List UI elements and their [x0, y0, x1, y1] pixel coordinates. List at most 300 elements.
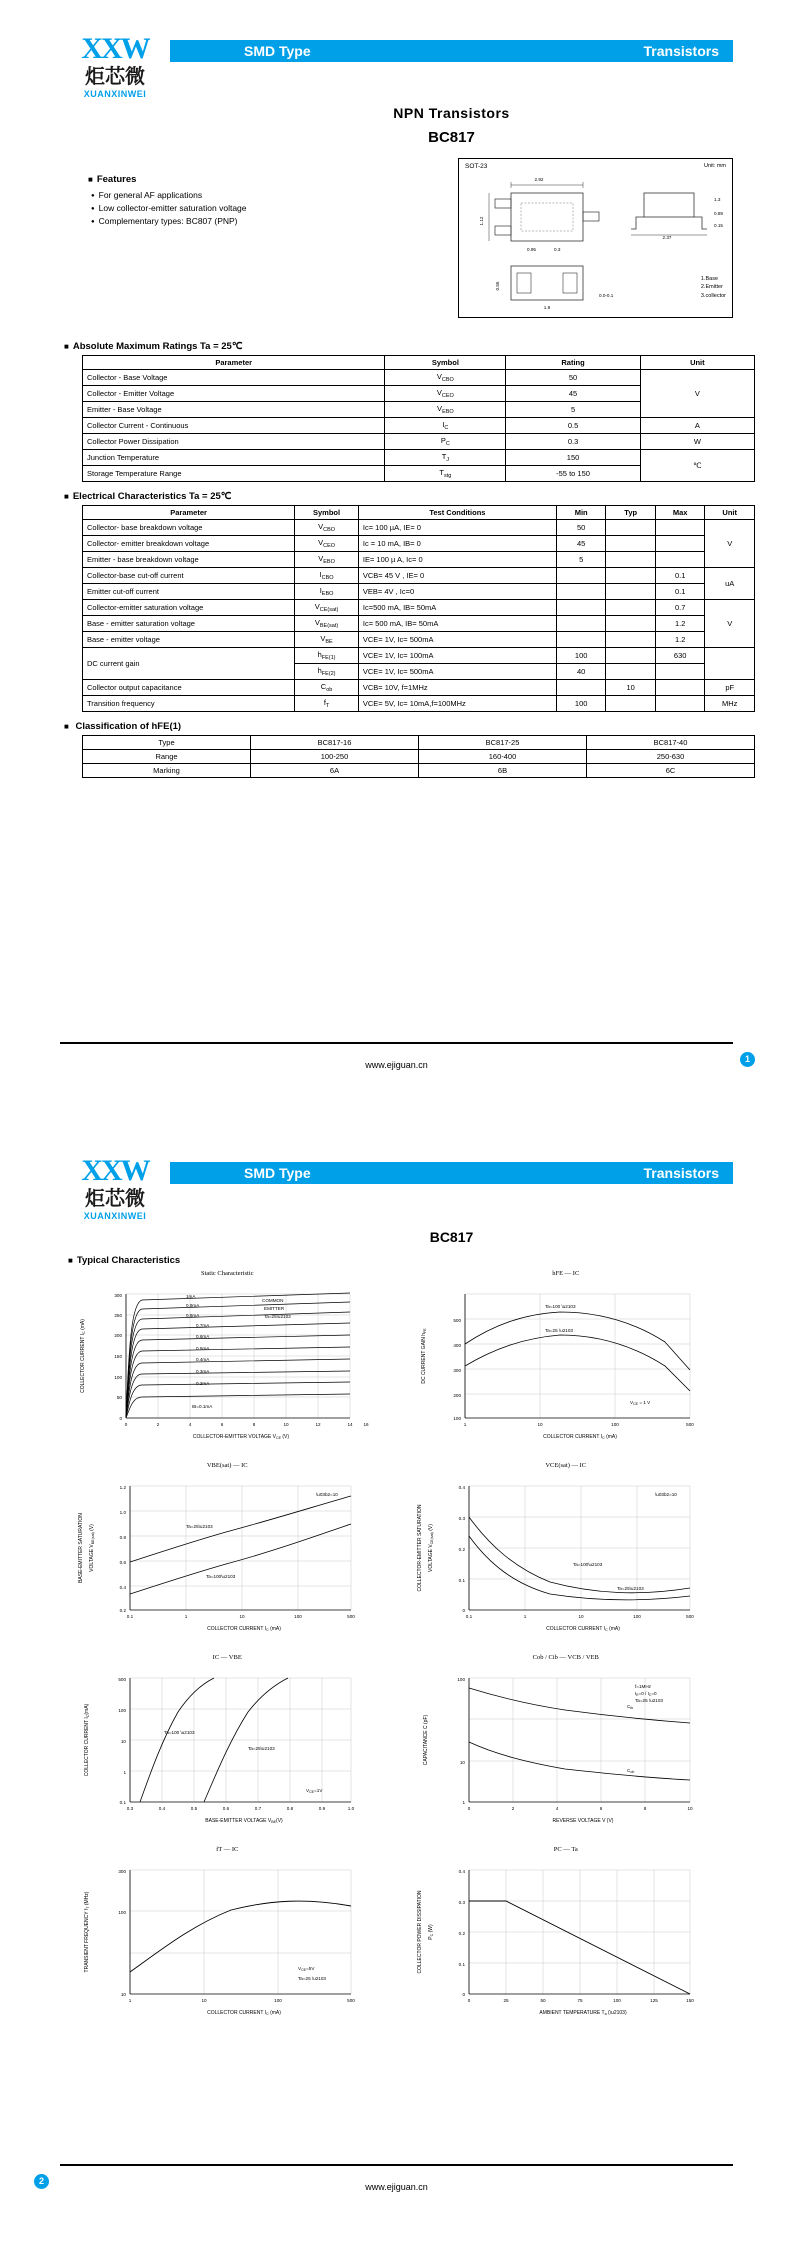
svg-text:300: 300	[452, 1368, 461, 1373]
cell-min	[556, 680, 606, 696]
cell-symbol: $V_{CEO}$	[385, 386, 506, 402]
cell-symbol: $V_{CBO}$	[385, 370, 506, 386]
svg-text:10: 10	[120, 1992, 126, 1997]
cell-symbol: $C_{ob}$	[295, 680, 359, 696]
svg-text:2.37: 2.37	[662, 235, 672, 240]
cell-unit: uA	[705, 568, 755, 600]
pin-item: 1.Base	[700, 275, 719, 282]
svg-text:1mA: 1mA	[186, 1294, 196, 1299]
classification-heading-text: Classification of hFE(1)	[75, 721, 182, 732]
cell-range: 100-250	[251, 750, 419, 764]
chart-title: Static Characteristic	[200, 1270, 254, 1277]
svg-text:4: 4	[188, 1422, 192, 1427]
svg-text:Ta=25 \u2103: Ta=25 \u2103	[544, 1328, 573, 1333]
cell-conditions: Ic= 100 µA, IE= 0	[358, 520, 556, 536]
svg-text:0.2mA: 0.2mA	[196, 1381, 210, 1386]
table-row	[83, 584, 755, 600]
pin-assignment-list	[701, 275, 726, 301]
cell-range: 160-400	[419, 750, 587, 764]
svg-text:1: 1	[463, 1422, 466, 1427]
svg-text:0: 0	[467, 1806, 470, 1811]
chart-pc-ta	[405, 1846, 728, 2026]
table-row	[83, 536, 755, 552]
svg-text:100: 100	[274, 1998, 282, 2003]
cell-typ	[606, 632, 656, 648]
abs-max-table	[82, 355, 755, 482]
svg-text:1.0: 1.0	[347, 1806, 355, 1811]
chart-ylabel: COLLECTOR CURRENT $I_C(mA)$	[84, 1703, 90, 1777]
cell-typ	[606, 552, 656, 568]
features-block	[88, 174, 338, 229]
svg-text:200: 200	[114, 1333, 122, 1338]
col-max: Max	[655, 506, 705, 520]
cell-parameter: Junction Temperature	[83, 450, 385, 466]
svg-text:Ta=100 \u2103: Ta=100 \u2103	[544, 1304, 576, 1309]
svg-text:100: 100	[612, 1998, 621, 2003]
cell-unit: pF	[705, 680, 755, 696]
svg-text:0.0-0.1: 0.0-0.1	[599, 293, 614, 298]
chart-xlabel: AMBIENT TEMPERATURE $T_a$ (\u2103)	[538, 2010, 627, 2016]
svg-text:75: 75	[576, 1998, 583, 2003]
cell-typ: 10	[606, 680, 656, 696]
cell-parameter: Collector - Emitter Voltage	[83, 386, 385, 402]
table-header-row	[83, 506, 755, 520]
cell-unit: V	[705, 600, 755, 648]
svg-text:0.1: 0.1	[465, 1614, 472, 1619]
abs-max-heading: ■ Absolute Maximum Ratings Ta = 25℃	[64, 341, 733, 352]
svg-text:0.9mA: 0.9mA	[186, 1303, 200, 1308]
svg-text:0.6: 0.6	[222, 1806, 230, 1811]
cell-type: BC817-40	[587, 736, 755, 750]
package-outline-drawing	[458, 158, 733, 318]
cell-conditions: IE= 100 µ A, Ic= 0	[358, 552, 556, 568]
svg-text:1: 1	[523, 1614, 526, 1619]
company-logo	[60, 34, 170, 99]
cell-unit: W	[640, 434, 754, 450]
svg-text:0.4: 0.4	[458, 1869, 465, 1874]
cell-parameter: Emitter - Base Voltage	[83, 402, 385, 418]
svg-text:300: 300	[114, 1293, 122, 1298]
svg-text:10: 10	[459, 1760, 465, 1765]
package-name: SOT-23	[465, 163, 488, 170]
chart-svg	[66, 1854, 382, 2026]
svg-text:0: 0	[119, 1416, 122, 1421]
cell-min: 45	[556, 536, 606, 552]
cell-parameter: Collector Current - Continuous	[83, 418, 385, 434]
svg-text:0.55: 0.55	[495, 281, 500, 291]
svg-text:400: 400	[452, 1343, 461, 1348]
footer-url[interactable]: www.ejiguan.cn	[365, 2182, 428, 2192]
svg-text:6: 6	[599, 1806, 602, 1811]
chart-xlabel: COLLECTOR CURRENT $I_C$ (mA)	[545, 1626, 620, 1632]
col-unit: Unit	[640, 356, 754, 370]
svg-text:0.1: 0.1	[458, 1962, 465, 1967]
logo-chinese-name: 炬芯微	[85, 1188, 145, 1210]
cell-symbol: $V_{BE}$	[295, 632, 359, 648]
svg-text:0.3: 0.3	[458, 1900, 465, 1905]
cell-symbol: $h_{FE(2)}$	[295, 664, 359, 680]
cell-typ	[606, 600, 656, 616]
cell-conditions: VCE= 5V, Ic= 10mA,f=100MHz	[358, 696, 556, 712]
chart-vcesat-ic	[405, 1462, 728, 1642]
cell-max	[655, 680, 705, 696]
charts-heading: ■ Typical Characteristics	[68, 1255, 733, 1266]
table-row	[83, 552, 755, 568]
cell-symbol: $I_{CBO}$	[295, 568, 359, 584]
footer-divider	[60, 1042, 733, 1044]
classification-table	[82, 735, 755, 778]
page-header	[60, 1122, 733, 1221]
table-row	[83, 696, 755, 712]
cell-min: 5	[556, 552, 606, 568]
chart-ylabel: TRANSIENT FREQUENCY $f_T$ (MHz)	[84, 1891, 90, 1973]
table-row	[83, 450, 755, 466]
chart-ylabel: COLLECTOR CURRENT $I_C$ (mA)	[80, 1319, 86, 1393]
cell-typ	[606, 520, 656, 536]
cell-symbol: $V_{BE(sat)}$	[295, 616, 359, 632]
cell-range-label: Range	[83, 750, 251, 764]
cell-rating: 45	[506, 386, 640, 402]
svg-text:14: 14	[347, 1422, 353, 1427]
svg-text:0.3: 0.3	[458, 1516, 465, 1521]
title-block	[170, 105, 733, 146]
svg-text:0.1: 0.1	[126, 1614, 134, 1619]
col-test-conditions: Test Conditions	[358, 506, 556, 520]
svg-text:100: 100	[294, 1614, 302, 1619]
col-rating: Rating	[506, 356, 640, 370]
svg-text:300: 300	[118, 1869, 126, 1874]
cell-conditions: VCB= 10V, f=1MHz	[358, 680, 556, 696]
cell-conditions: VCE= 1V, Ic= 500mA	[358, 632, 556, 648]
cell-conditions: VCE= 1V, Ic= 500mA	[358, 664, 556, 680]
classification-heading	[64, 721, 733, 732]
pin-item: 3.collector	[700, 293, 726, 300]
cell-max: 1.2	[655, 632, 705, 648]
svg-text:6: 6	[220, 1422, 224, 1427]
table-row	[83, 370, 755, 386]
col-symbol: Symbol	[385, 356, 506, 370]
cell-symbol: $P_C$	[385, 434, 506, 450]
col-typ: Typ	[606, 506, 656, 520]
svg-text:0.1: 0.1	[458, 1578, 465, 1583]
svg-text:100: 100	[114, 1375, 122, 1380]
svg-text:Ta=100\u2103: Ta=100\u2103	[206, 1574, 236, 1579]
svg-text:0.2: 0.2	[458, 1931, 465, 1936]
cell-typ	[606, 648, 656, 664]
svg-text:0: 0	[461, 1992, 465, 1997]
svg-text:10: 10	[283, 1422, 289, 1427]
chart-svg	[405, 1854, 721, 2026]
svg-text:VOLTAGE VBE(sat) (V): VOLTAGE $V_{BE(sat)}$ (V)	[89, 1524, 95, 1572]
svg-text:Cib: $C_{ib}$	[626, 1704, 633, 1710]
cell-min	[556, 600, 606, 616]
feature-item: ● Complementary types: BC807 (PNP)	[91, 216, 338, 226]
svg-text:100: 100	[610, 1422, 619, 1427]
page-header	[60, 0, 733, 99]
cell-marking: 6C	[587, 764, 755, 778]
cell-symbol: $T_{stg}$	[385, 466, 506, 482]
chart-title: VCE(sat) — IC	[545, 1462, 587, 1469]
footer-url[interactable]: www.ejiguan.cn	[365, 1060, 428, 1070]
table-row	[83, 568, 755, 584]
cell-type-label: Type	[83, 736, 251, 750]
cell-parameter: Base - emitter saturation voltage	[83, 616, 295, 632]
svg-text:0: 0	[467, 1998, 470, 2003]
cell-parameter: DC current gain	[83, 648, 295, 680]
cell-max	[655, 520, 705, 536]
cell-rating: 0.3	[506, 434, 640, 450]
svg-text:0.95: 0.95	[527, 247, 536, 252]
cell-conditions: VCE= 1V, Ic= 100mA	[358, 648, 556, 664]
cell-symbol: $V_{EBO}$	[385, 402, 506, 418]
cell-rating: 5	[506, 402, 640, 418]
cell-conditions: Ic= 500 mA, IB= 50mA	[358, 616, 556, 632]
cell-symbol: $h_{FE(1)}$	[295, 648, 359, 664]
charts-grid	[60, 1270, 733, 2026]
svg-text:500: 500	[685, 1614, 694, 1619]
logo-pinyin-name: XUANXINWEI	[83, 89, 147, 99]
table-row	[83, 434, 755, 450]
cell-range: 250-630	[587, 750, 755, 764]
svg-text:150: 150	[114, 1354, 122, 1359]
svg-text:10: 10	[577, 1614, 584, 1619]
svg-text:10: 10	[536, 1422, 543, 1427]
svg-text:Ta=25\u2103: Ta=25\u2103	[616, 1586, 644, 1591]
document-title: NPN Transistors	[393, 105, 510, 121]
cell-symbol: $T_J$	[385, 450, 506, 466]
cell-typ	[606, 584, 656, 600]
chart-vbesat-ic	[66, 1462, 389, 1642]
header-banner	[170, 1162, 733, 1184]
svg-text:10: 10	[201, 1998, 207, 2003]
cell-max	[655, 696, 705, 712]
svg-text:0.6mA: 0.6mA	[196, 1334, 210, 1339]
svg-text:0.6: 0.6	[119, 1560, 126, 1565]
svg-text:200: 200	[452, 1393, 461, 1398]
svg-text:2: 2	[511, 1806, 514, 1811]
cell-type: BC817-16	[251, 736, 419, 750]
svg-text:10: 10	[686, 1806, 693, 1811]
cell-min: 50	[556, 520, 606, 536]
cell-max: 1.2	[655, 616, 705, 632]
cell-max: 0.1	[655, 568, 705, 584]
svg-text:100: 100	[452, 1416, 461, 1421]
svg-text:0.89: 0.89	[714, 211, 723, 216]
cell-max: 0.1	[655, 584, 705, 600]
cell-min: 40	[556, 664, 606, 680]
chart-ylabel: BASE-EMITTER SATURATION	[78, 1513, 84, 1583]
svg-text:500: 500	[118, 1677, 126, 1682]
cell-marking-label: Marking	[83, 764, 251, 778]
svg-text:100: 100	[118, 1708, 126, 1713]
chart-ylabel: DC CURRENT GAIN $h_{FE}$	[420, 1328, 427, 1384]
svg-text:4: 4	[555, 1806, 558, 1811]
chart-ylabel: COLLECTOR POWER DISSIPATION	[416, 1890, 423, 1974]
svg-text:2.92: 2.92	[534, 177, 544, 182]
table-row	[83, 418, 755, 434]
svg-text:Ta=25\u2103: Ta=25\u2103	[186, 1524, 213, 1529]
svg-text:1.0: 1.0	[119, 1510, 126, 1515]
page-number: 1	[740, 1052, 755, 1067]
svg-text:1: 1	[184, 1614, 188, 1619]
svg-text:0.3mA: 0.3mA	[196, 1369, 210, 1374]
cell-unit: MHz	[705, 696, 755, 712]
chart-xlabel: REVERSE VOLTAGE V (V)	[552, 1818, 613, 1824]
chart-svg	[66, 1470, 382, 1642]
features-heading: ■ Features	[88, 174, 338, 185]
package-svg	[459, 171, 734, 321]
chart-xlabel: BASE-EMITTER VOLTAGE $V_{BE}(V)$	[205, 1818, 283, 1824]
cell-parameter: Collector-base cut-off current	[83, 568, 295, 584]
col-symbol: Symbol	[295, 506, 359, 520]
cell-rating: -55 to 150	[506, 466, 640, 482]
chart-title: VBE(sat) — IC	[206, 1462, 248, 1469]
col-unit: Unit	[705, 506, 755, 520]
svg-text:500: 500	[685, 1422, 694, 1427]
chart-ft-ic	[66, 1846, 389, 2026]
svg-text:0.7: 0.7	[254, 1806, 262, 1811]
svg-text:IB=0.1mA: IB=0.1mA	[192, 1404, 213, 1409]
chart-title: IC — VBE	[212, 1654, 242, 1661]
cell-marking: 6B	[419, 764, 587, 778]
svg-text:0.1: 0.1	[119, 1800, 126, 1805]
table-row	[83, 750, 755, 764]
cell-max	[655, 664, 705, 680]
cell-unit	[705, 648, 755, 680]
cell-symbol: $f_T$	[295, 696, 359, 712]
cell-typ	[606, 616, 656, 632]
svg-text:Ta=100\u2103: Ta=100\u2103	[572, 1562, 602, 1567]
cell-min	[556, 568, 606, 584]
cell-conditions: Ic = 10 mA, IB= 0	[358, 536, 556, 552]
electrical-table	[82, 505, 755, 712]
chart-svg	[405, 1662, 721, 1834]
svg-text:VOLTAGE VCE(sat) (V): VOLTAGE $V_{CE(sat)}$ (V)	[427, 1524, 434, 1572]
cell-symbol: $V_{CE(sat)}$	[295, 600, 359, 616]
svg-text:8: 8	[643, 1806, 646, 1811]
svg-text:0.2: 0.2	[119, 1608, 126, 1613]
svg-text:0: 0	[124, 1422, 128, 1427]
part-number: BC817	[429, 1229, 474, 1245]
cell-parameter: Storage Temperature Range	[83, 466, 385, 482]
svg-text:PC (W): $P_C$ (W)	[427, 1924, 434, 1940]
cell-symbol: $V_{CEO}$	[295, 536, 359, 552]
svg-text:16: 16	[363, 1422, 369, 1427]
cell-min: 100	[556, 648, 606, 664]
svg-text:0.3: 0.3	[126, 1806, 134, 1811]
logo-mark: XXW	[81, 32, 149, 65]
svg-text:EMITTER: EMITTER	[264, 1306, 285, 1311]
svg-text:12: 12	[315, 1422, 321, 1427]
cell-max: 0.7	[655, 600, 705, 616]
svg-text:0.8mA: 0.8mA	[186, 1313, 200, 1318]
cell-min	[556, 616, 606, 632]
chart-xlabel: COLLECTOR-EMITTER VOLTAGE $V_{CE}$ (V)	[192, 1434, 290, 1440]
table-header-row	[83, 356, 755, 370]
cell-typ	[606, 568, 656, 584]
cell-parameter: Collector-emitter saturation voltage	[83, 600, 295, 616]
cell-symbol: $I_{EBO}$	[295, 584, 359, 600]
cell-max	[655, 536, 705, 552]
cell-symbol: $I_C$	[385, 418, 506, 434]
cell-conditions: Ic=500 mA, IB= 50mA	[358, 600, 556, 616]
cell-type: BC817-25	[419, 736, 587, 750]
package-unit-note: Unit: mm	[704, 163, 726, 169]
chart-title: fT — IC	[216, 1846, 239, 1853]
cell-max: 630	[655, 648, 705, 664]
svg-text:1.9: 1.9	[543, 305, 551, 310]
cell-parameter: Collector output capacitance	[83, 680, 295, 696]
table-row	[83, 680, 755, 696]
feature-item: ● For general AF applications	[91, 190, 338, 200]
chart-hfe-ic	[405, 1270, 728, 1450]
chart-xlabel: COLLECTOR CURRENT $I_C$ (mA)	[207, 1626, 281, 1632]
svg-text:Ta=25 \u2103: Ta=25 \u2103	[298, 1976, 326, 1981]
chart-svg	[66, 1278, 382, 1450]
chart-ylabel: CAPACITANCE C (pF)	[422, 1714, 429, 1766]
logo-mark: XXW	[81, 1154, 149, 1187]
table-row	[83, 632, 755, 648]
cell-symbol: $V_{EBO}$	[295, 552, 359, 568]
cell-parameter: Collector - Base Voltage	[83, 370, 385, 386]
page-2	[0, 1122, 793, 2244]
table-row	[83, 736, 755, 750]
svg-text:f=1MHz: f=1MHz	[634, 1684, 651, 1689]
cell-min	[556, 632, 606, 648]
svg-text:0.4: 0.4	[119, 1585, 126, 1590]
svg-text:VCE=1V: $V_{CE}=1V$	[306, 1788, 323, 1794]
col-min: Min	[556, 506, 606, 520]
svg-text:500: 500	[347, 1998, 355, 2003]
footer-divider	[60, 2164, 733, 2166]
svg-text:0.4: 0.4	[158, 1806, 166, 1811]
svg-text:VCE=5V: $V_{CE}=5V$	[298, 1966, 315, 1972]
svg-text:150: 150	[685, 1998, 694, 2003]
svg-text:Ta=100 \u2103: Ta=100 \u2103	[164, 1730, 195, 1735]
col-parameter: Parameter	[83, 356, 385, 370]
svg-text:1.12: 1.12	[479, 216, 484, 226]
chart-xlabel: COLLECTOR CURRENT $I_C$ (mA)	[542, 1434, 617, 1440]
cell-parameter: Emitter - base breakdown voltage	[83, 552, 295, 568]
cell-unit: ℃	[640, 450, 754, 482]
svg-text:500: 500	[452, 1318, 461, 1323]
part-number: BC817	[428, 129, 475, 146]
header-banner-right: Transistors	[643, 1165, 719, 1181]
cell-marking: 6A	[251, 764, 419, 778]
cell-parameter: Collector- base breakdown voltage	[83, 520, 295, 536]
svg-text:1.2: 1.2	[119, 1485, 126, 1490]
chart-xlabel: COLLECTOR CURRENT $I_C$ (mA)	[207, 2010, 281, 2016]
svg-text:2: 2	[156, 1422, 160, 1427]
svg-text:Ta=25 \u2103: Ta=25 \u2103	[634, 1698, 663, 1703]
header-banner	[170, 40, 733, 62]
logo-chinese-name: 炬芯微	[85, 66, 145, 88]
svg-text:0.8: 0.8	[119, 1535, 126, 1540]
svg-text:0.2: 0.2	[458, 1547, 465, 1552]
svg-text:IE=0 / IC=0: $I_E=0 / I_C=0$	[634, 1691, 657, 1697]
cell-min: 100	[556, 696, 606, 712]
chart-title: Cob / Cib — VCB / VEB	[532, 1654, 599, 1661]
cell-typ	[606, 696, 656, 712]
header-banner-right: Transistors	[643, 43, 719, 59]
svg-text:0.4: 0.4	[458, 1485, 465, 1490]
svg-text:100: 100	[632, 1614, 641, 1619]
svg-text:1.3: 1.3	[714, 197, 721, 202]
svg-text:50: 50	[116, 1395, 122, 1400]
svg-text:25: 25	[502, 1998, 509, 2003]
company-logo	[60, 1156, 170, 1221]
cell-unit: V	[640, 370, 754, 418]
